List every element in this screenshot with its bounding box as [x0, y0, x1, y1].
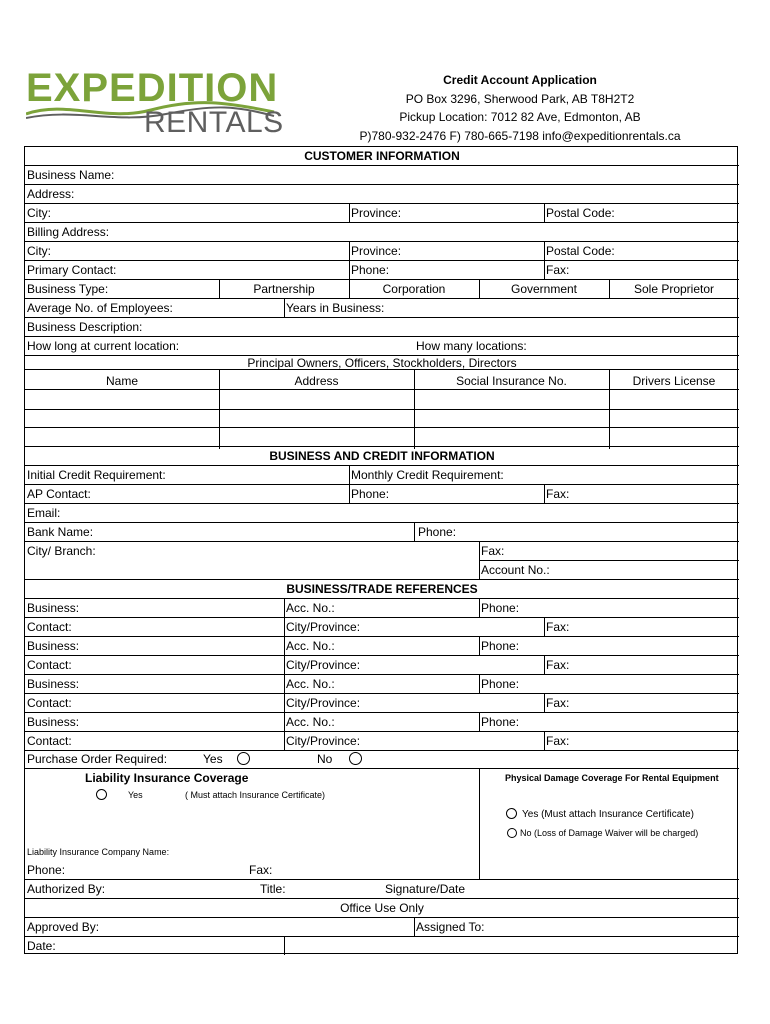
- section-business-credit: BUSINESS AND CREDIT INFORMATION: [269, 449, 495, 463]
- ref1-acc-no-field[interactable]: Acc. No.:: [286, 601, 335, 615]
- form-title: Credit Account Application: [443, 73, 597, 87]
- assigned-to-field[interactable]: Assigned To:: [416, 920, 485, 934]
- ref4-business-field[interactable]: Business:: [27, 715, 80, 729]
- ref2-contact-field[interactable]: Contact:: [27, 658, 72, 672]
- credit-application-form: [24, 146, 738, 954]
- business-type-partnership[interactable]: Partnership: [253, 282, 315, 296]
- email-field[interactable]: Email:: [27, 506, 61, 520]
- primary-contact-field[interactable]: Primary Contact:: [27, 263, 117, 277]
- office-use-only-heading: Office Use Only: [340, 901, 424, 915]
- header-pickup: Pickup Location: 7012 82 Ave, Edmonton, AB: [399, 110, 641, 124]
- ref2-city-province-field[interactable]: City/Province:: [286, 658, 361, 672]
- liability-must-attach-note: ( Must attach Insurance Certificate): [185, 790, 326, 800]
- physical-no-label: No (Loss of Damage Waiver will be charged): [520, 828, 699, 838]
- physical-damage-title: Physical Damage Coverage For Rental Equipment: [505, 773, 719, 783]
- address-field[interactable]: Address:: [27, 187, 75, 201]
- city-branch-field[interactable]: City/ Branch:: [27, 544, 96, 558]
- ref1-phone-field[interactable]: Phone:: [481, 601, 520, 615]
- ref4-acc-no-field[interactable]: Acc. No.:: [286, 715, 335, 729]
- business-description-field[interactable]: Business Description:: [27, 320, 143, 334]
- bank-phone-field[interactable]: Phone:: [418, 525, 457, 539]
- bank-fax-field[interactable]: Fax:: [481, 544, 505, 558]
- header-address: PO Box 3296, Sherwood Park, AB T8H2T2: [405, 92, 635, 106]
- header-contact: P)780-932-2476 F) 780-665-7198 info@expeditionrentals.ca: [359, 129, 681, 143]
- ref4-phone-field[interactable]: Phone:: [481, 715, 520, 729]
- liability-insurance-title: Liability Insurance Coverage: [85, 771, 249, 785]
- how-many-locations-field[interactable]: How many locations:: [416, 339, 527, 353]
- po-no-radio[interactable]: [349, 752, 362, 765]
- principal-col-drivers-license: Drivers License: [632, 374, 716, 388]
- principal-col-name: Name: [105, 374, 138, 388]
- purchase-order-label: Purchase Order Required:: [27, 752, 168, 766]
- city-field[interactable]: City:: [27, 206, 51, 220]
- po-yes-radio[interactable]: [237, 752, 250, 765]
- ref4-contact-field[interactable]: Contact:: [27, 734, 72, 748]
- date-field[interactable]: Date:: [27, 939, 56, 953]
- account-no-field[interactable]: Account No.:: [481, 563, 550, 577]
- ref1-business-field[interactable]: Business:: [27, 601, 80, 615]
- po-no-label: No: [317, 752, 333, 766]
- billing-province-field[interactable]: Province:: [351, 244, 402, 258]
- ref3-business-field[interactable]: Business:: [27, 677, 80, 691]
- liability-yes-radio[interactable]: [96, 789, 107, 800]
- ap-contact-field[interactable]: AP Contact:: [27, 487, 91, 501]
- business-type-label: Business Type:: [27, 282, 109, 296]
- ap-phone-field[interactable]: Phone:: [351, 487, 390, 501]
- business-type-corporation[interactable]: Corporation: [382, 282, 446, 296]
- principals-heading: Principal Owners, Officers, Stockholders, Directors: [247, 356, 517, 370]
- ref3-phone-field[interactable]: Phone:: [481, 677, 520, 691]
- avg-employees-field[interactable]: Average No. of Employees:: [27, 301, 173, 315]
- principal-col-address: Address: [294, 374, 339, 388]
- business-name-field[interactable]: Business Name:: [27, 168, 115, 182]
- insurance-phone-field[interactable]: Phone:: [27, 863, 66, 877]
- ap-fax-field[interactable]: Fax:: [546, 487, 570, 501]
- ref3-fax-field[interactable]: Fax:: [546, 696, 570, 710]
- initial-credit-field[interactable]: Initial Credit Requirement:: [27, 468, 166, 482]
- section-trade-references: BUSINESS/TRADE REFERENCES: [286, 582, 478, 596]
- ref1-contact-field[interactable]: Contact:: [27, 620, 72, 634]
- ref3-city-province-field[interactable]: City/Province:: [286, 696, 361, 710]
- billing-postal-code-field[interactable]: Postal Code:: [546, 244, 615, 258]
- title-field[interactable]: Title:: [260, 882, 286, 896]
- logo-line2: RENTALS: [144, 106, 284, 139]
- billing-address-field[interactable]: Billing Address:: [27, 225, 110, 239]
- ref1-city-province-field[interactable]: City/Province:: [286, 620, 361, 634]
- physical-yes-radio[interactable]: [506, 808, 517, 819]
- monthly-credit-field[interactable]: Monthly Credit Requirement:: [351, 468, 504, 482]
- po-yes-label: Yes: [203, 752, 223, 766]
- how-long-location-field[interactable]: How long at current location:: [27, 339, 180, 353]
- physical-yes-label: Yes (Must attach Insurance Certificate): [522, 809, 694, 820]
- postal-code-field[interactable]: Postal Code:: [546, 206, 615, 220]
- insurance-fax-field[interactable]: Fax:: [249, 863, 273, 877]
- principal-col-sin: Social Insurance No.: [456, 374, 567, 388]
- ref4-city-province-field[interactable]: City/Province:: [286, 734, 361, 748]
- liability-company-name-field[interactable]: Liability Insurance Company Name:: [27, 847, 170, 857]
- ref3-contact-field[interactable]: Contact:: [27, 696, 72, 710]
- business-type-government[interactable]: Government: [510, 282, 578, 296]
- approved-by-field[interactable]: Approved By:: [27, 920, 100, 934]
- contact-fax-field[interactable]: Fax:: [546, 263, 570, 277]
- ref2-phone-field[interactable]: Phone:: [481, 639, 520, 653]
- logo-line1: EXPEDITION: [26, 66, 279, 110]
- business-type-sole-proprietor[interactable]: Sole Proprietor: [633, 282, 715, 296]
- ref4-fax-field[interactable]: Fax:: [546, 734, 570, 748]
- contact-phone-field[interactable]: Phone:: [351, 263, 390, 277]
- province-field[interactable]: Province:: [351, 206, 402, 220]
- signature-date-field[interactable]: Signature/Date: [385, 882, 466, 896]
- ref3-acc-no-field[interactable]: Acc. No.:: [286, 677, 335, 691]
- company-logo: [26, 66, 284, 142]
- ref2-business-field[interactable]: Business:: [27, 639, 80, 653]
- years-in-business-field[interactable]: Years in Business:: [286, 301, 385, 315]
- bank-name-field[interactable]: Bank Name:: [27, 525, 94, 539]
- section-customer-information: CUSTOMER INFORMATION: [304, 149, 460, 163]
- physical-no-radio[interactable]: [507, 828, 517, 838]
- liability-yes-label: Yes: [128, 790, 143, 800]
- ref1-fax-field[interactable]: Fax:: [546, 620, 570, 634]
- ref2-fax-field[interactable]: Fax:: [546, 658, 570, 672]
- authorized-by-field[interactable]: Authorized By:: [27, 882, 106, 896]
- billing-city-field[interactable]: City:: [27, 244, 51, 258]
- ref2-acc-no-field[interactable]: Acc. No.:: [286, 639, 335, 653]
